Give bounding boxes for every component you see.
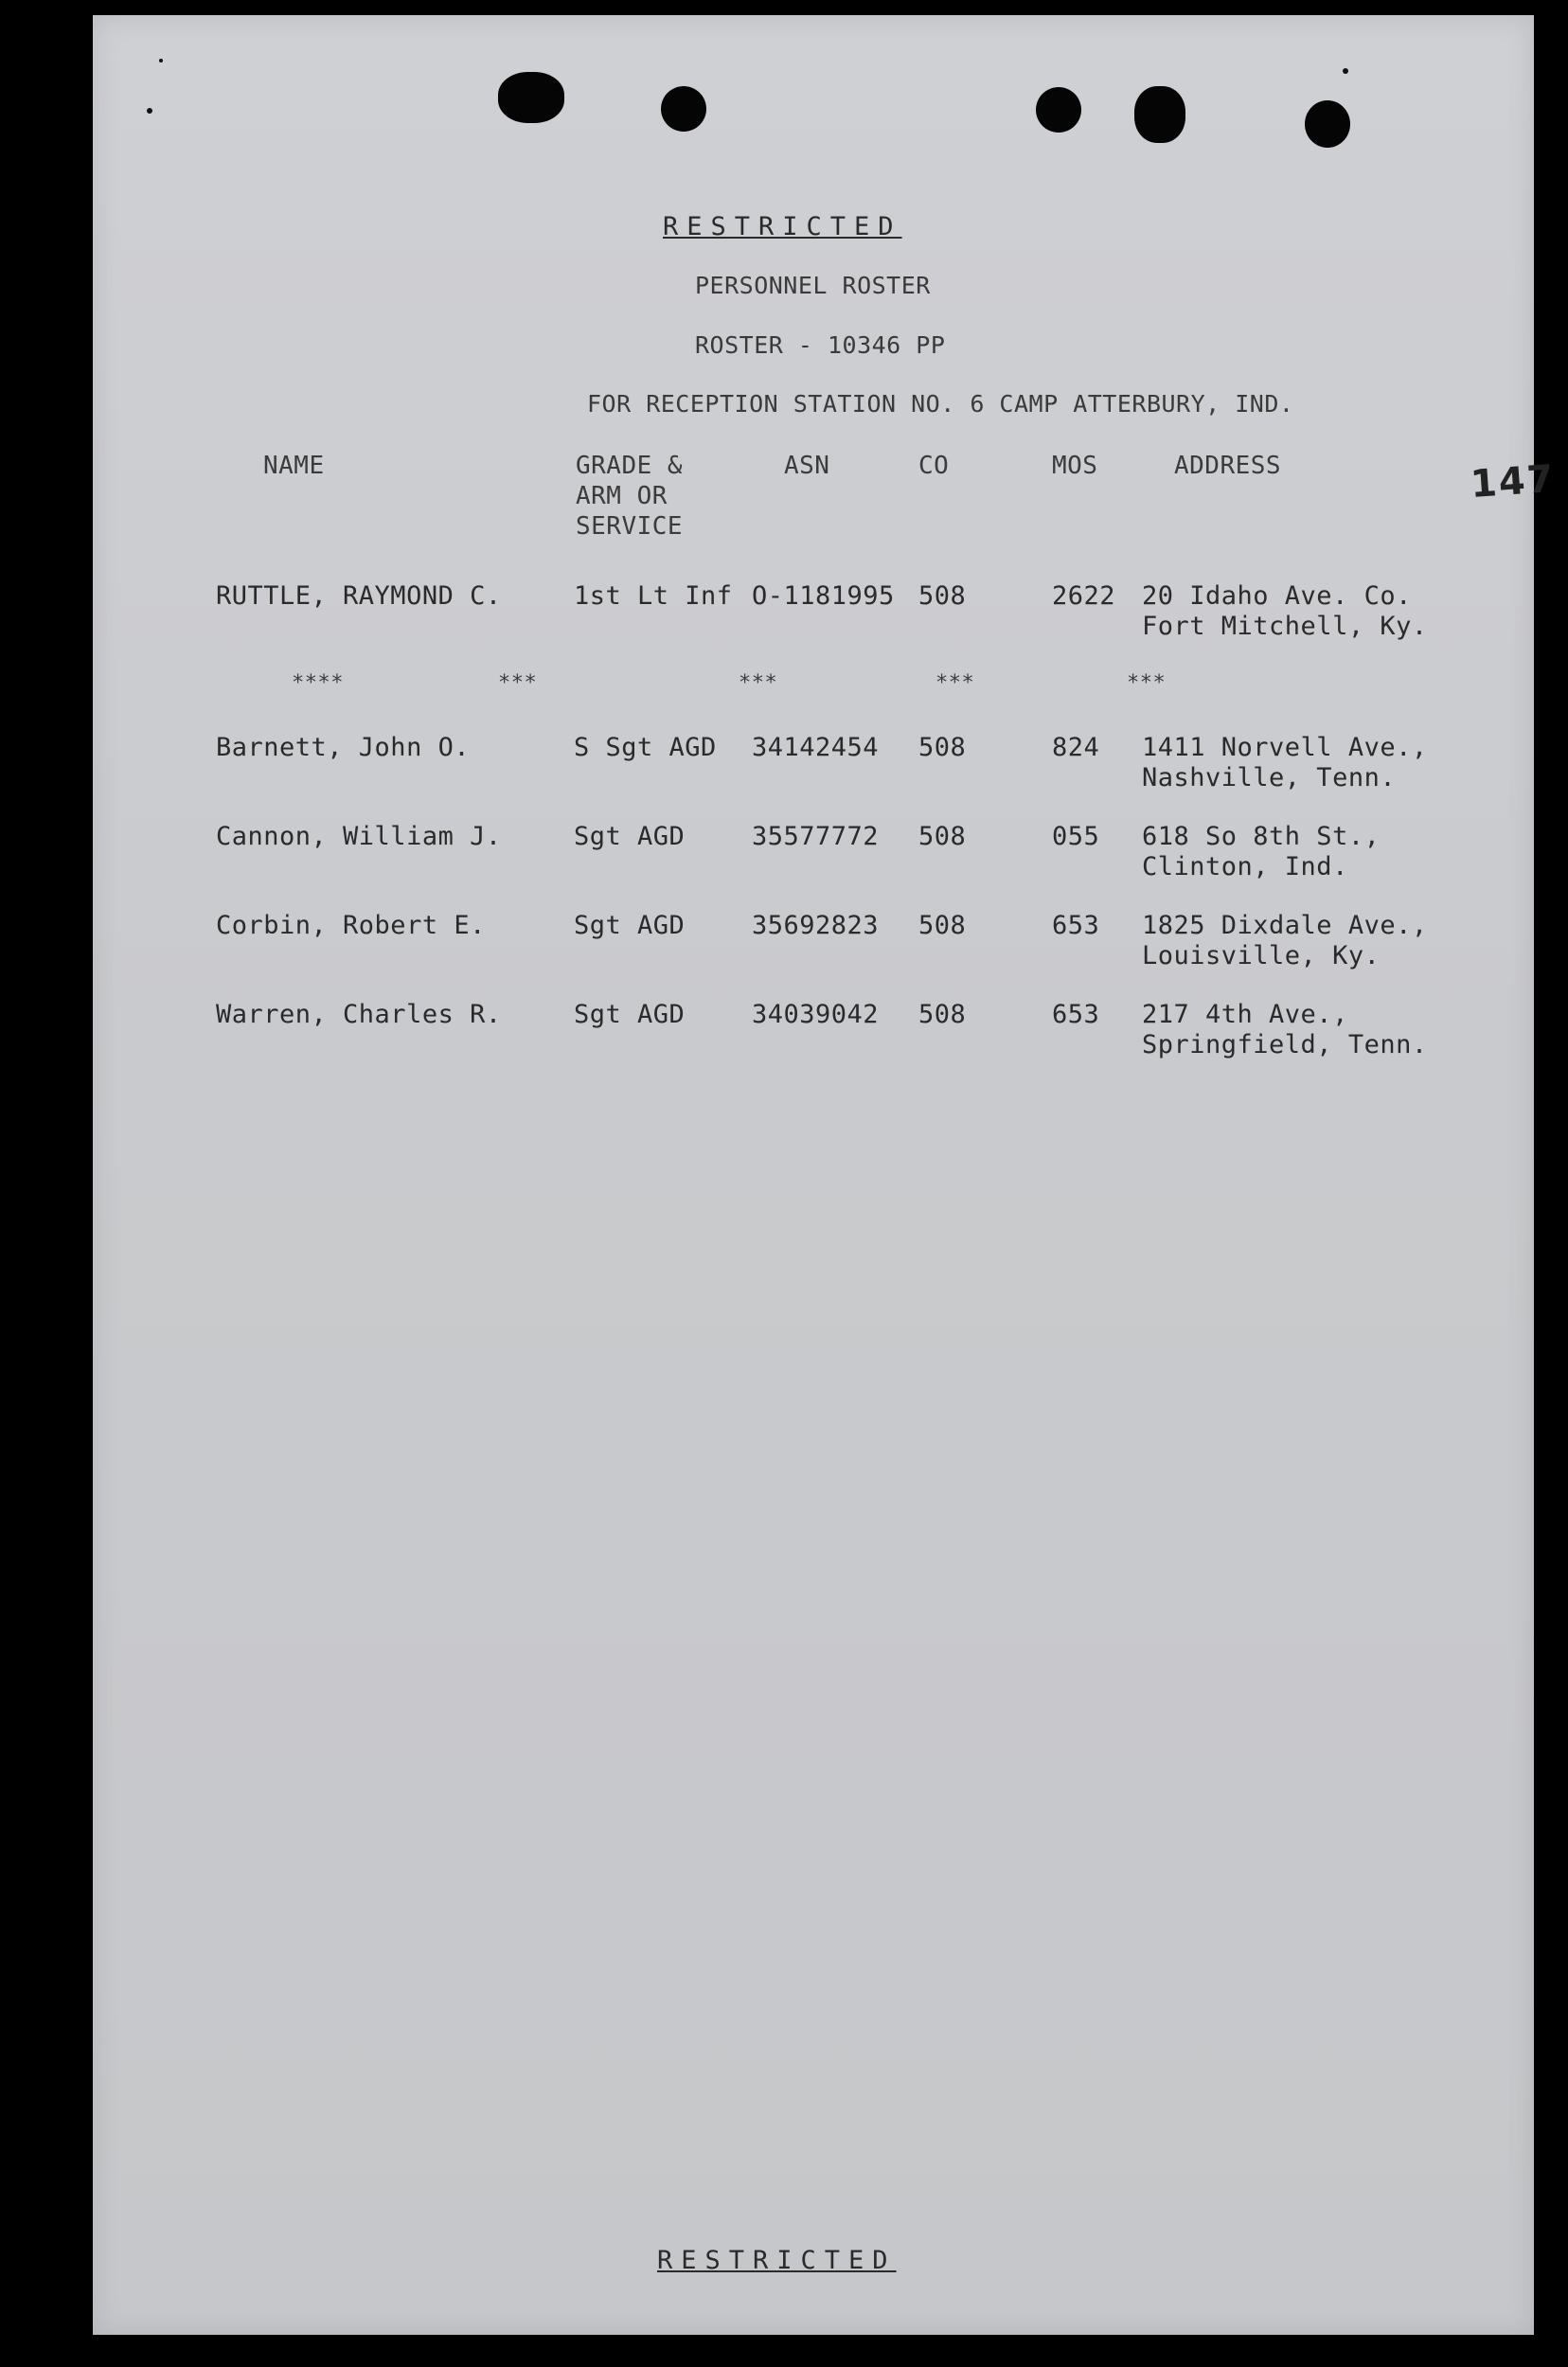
separator-stars: *** [498, 671, 538, 695]
column-header-grade: GRADE & ARM OR SERVICE [576, 452, 684, 541]
roster-subtitle: FOR RECEPTION STATION NO. 6 CAMP ATTERBURY, IND. [587, 390, 1294, 418]
cell-co: 508 [918, 822, 967, 851]
cell-mos: 653 [1052, 1000, 1100, 1029]
document-page [93, 15, 1557, 2335]
document-title: PERSONNEL ROSTER [695, 272, 931, 299]
cell-address: 618 So 8th St., Clinton, Ind. [1142, 822, 1381, 881]
cell-asn: 34142454 [752, 733, 880, 762]
cell-mos: 653 [1052, 911, 1100, 940]
cell-address: 217 4th Ave., Springfield, Tenn. [1142, 1000, 1428, 1059]
cell-grade: Sgt AGD [574, 822, 686, 851]
cell-asn: O-1181995 [752, 581, 895, 611]
page-number: 147 [1469, 456, 1557, 507]
cell-address: 1411 Norvell Ave., Nashville, Tenn. [1142, 733, 1428, 792]
punch-hole [1305, 100, 1350, 148]
cell-co: 508 [918, 1000, 967, 1029]
roster-number: ROSTER - 10346 PP [695, 331, 946, 359]
cell-asn: 34039042 [752, 1000, 880, 1029]
separator-stars: **** [292, 671, 344, 695]
cell-grade: 1st Lt Inf [574, 581, 733, 611]
cell-address: 1825 Dixdale Ave., Louisville, Ky. [1142, 911, 1428, 970]
column-header-name: NAME [263, 452, 325, 480]
cell-co: 508 [918, 733, 967, 762]
column-header-asn: ASN [784, 452, 830, 480]
cell-co: 508 [918, 581, 967, 611]
cell-name: Cannon, William J. [216, 822, 502, 851]
cell-mos: 2622 [1052, 581, 1116, 611]
column-header-co: CO [918, 452, 950, 480]
separator-stars: *** [1127, 671, 1167, 695]
cell-grade: Sgt AGD [574, 911, 686, 940]
cell-co: 508 [918, 911, 967, 940]
cell-asn: 35692823 [752, 911, 880, 940]
column-header-address: ADDRESS [1174, 452, 1282, 480]
cell-name: Corbin, Robert E. [216, 911, 486, 940]
cell-address: 20 Idaho Ave. Co. Fort Mitchell, Ky. [1142, 581, 1428, 641]
cell-grade: Sgt AGD [574, 1000, 686, 1029]
restricted-bottom: RESTRICTED [657, 2246, 897, 2275]
cell-grade: S Sgt AGD [574, 733, 717, 762]
restricted-top: RESTRICTED [663, 212, 902, 241]
cell-name: Warren, Charles R. [216, 1000, 502, 1029]
speck [147, 108, 152, 114]
separator-stars: *** [739, 671, 778, 695]
punch-hole [1134, 86, 1185, 143]
separator-stars: *** [935, 671, 975, 695]
punch-hole [1036, 87, 1081, 133]
cell-name: RUTTLE, RAYMOND C. [216, 581, 502, 611]
cell-mos: 824 [1052, 733, 1100, 762]
cell-asn: 35577772 [752, 822, 880, 851]
speck [1343, 68, 1348, 74]
column-header-mos: MOS [1052, 452, 1098, 480]
cell-name: Barnett, John O. [216, 733, 471, 762]
speck [159, 59, 163, 62]
cell-mos: 055 [1052, 822, 1100, 851]
punch-hole [661, 86, 706, 132]
punch-hole [498, 72, 564, 123]
